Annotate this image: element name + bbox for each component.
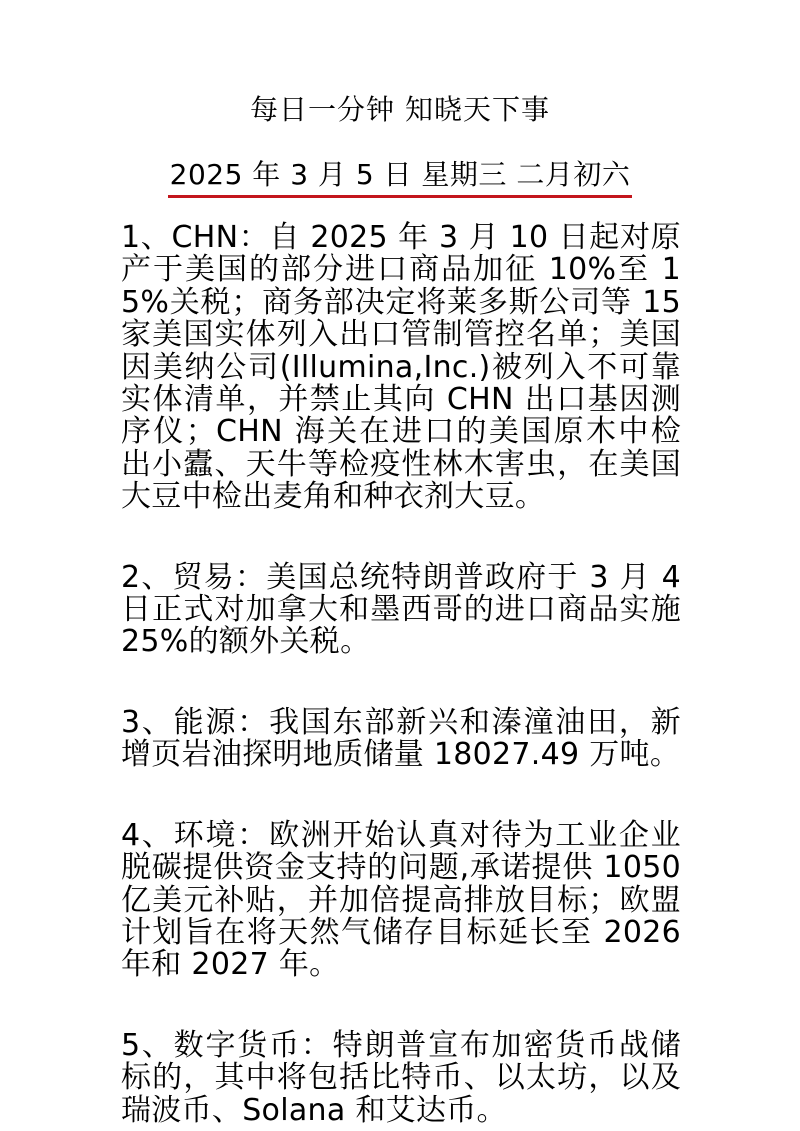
news-item-3: 3、能源：我国东部新兴和溱潼油田，新增页岩油探明地质储量 18027.49 万吨。 bbox=[121, 704, 681, 773]
news-item-4: 4、环境：欧洲开始认真对待为工业企业脱碳提供资金支持的问题,承诺提供 1050 亿美元补贴，并加倍提高排放目标；欧盟计划旨在将天然气储存目标延长至 2026 年和 2027 年。 bbox=[121, 817, 681, 983]
date-line bbox=[0, 157, 800, 198]
date-text: 2025 年 3 月 5 日 星期三 二月初六 bbox=[168, 157, 633, 198]
news-list bbox=[121, 222, 681, 1127]
news-item-1: 1、CHN：自 2025 年 3 月 10 日起对原产于美国的部分进口商品加征 10%至 15%关税；商务部决定将莱多斯公司等 15 家美国实体列入出口管制管控名单；美国因美纳公司(Illumina,Inc.)被列入不可靠实体清单，并禁止其向 CHN 出口基因测序仪；CHN 海关在进口的美国原木中检出小蠹、天牛等检疫性林木害虫，在美国大豆中检出麦角和种衣剂大豆。 bbox=[121, 220, 681, 515]
news-item-2: 2、贸易：美国总统特朗普政府于 3 月 4 日正式对加拿大和墨西哥的进口商品实施 25%的额外关税。 bbox=[121, 559, 681, 660]
page-title: 每日一分钟 知晓天下事 bbox=[250, 93, 550, 126]
news-item-5: 5、数字货币：特朗普宣布加密货币战储标的，其中将包括比特币、以太坊，以及瑞波币、Solana 和艾达币。 bbox=[121, 1027, 681, 1128]
